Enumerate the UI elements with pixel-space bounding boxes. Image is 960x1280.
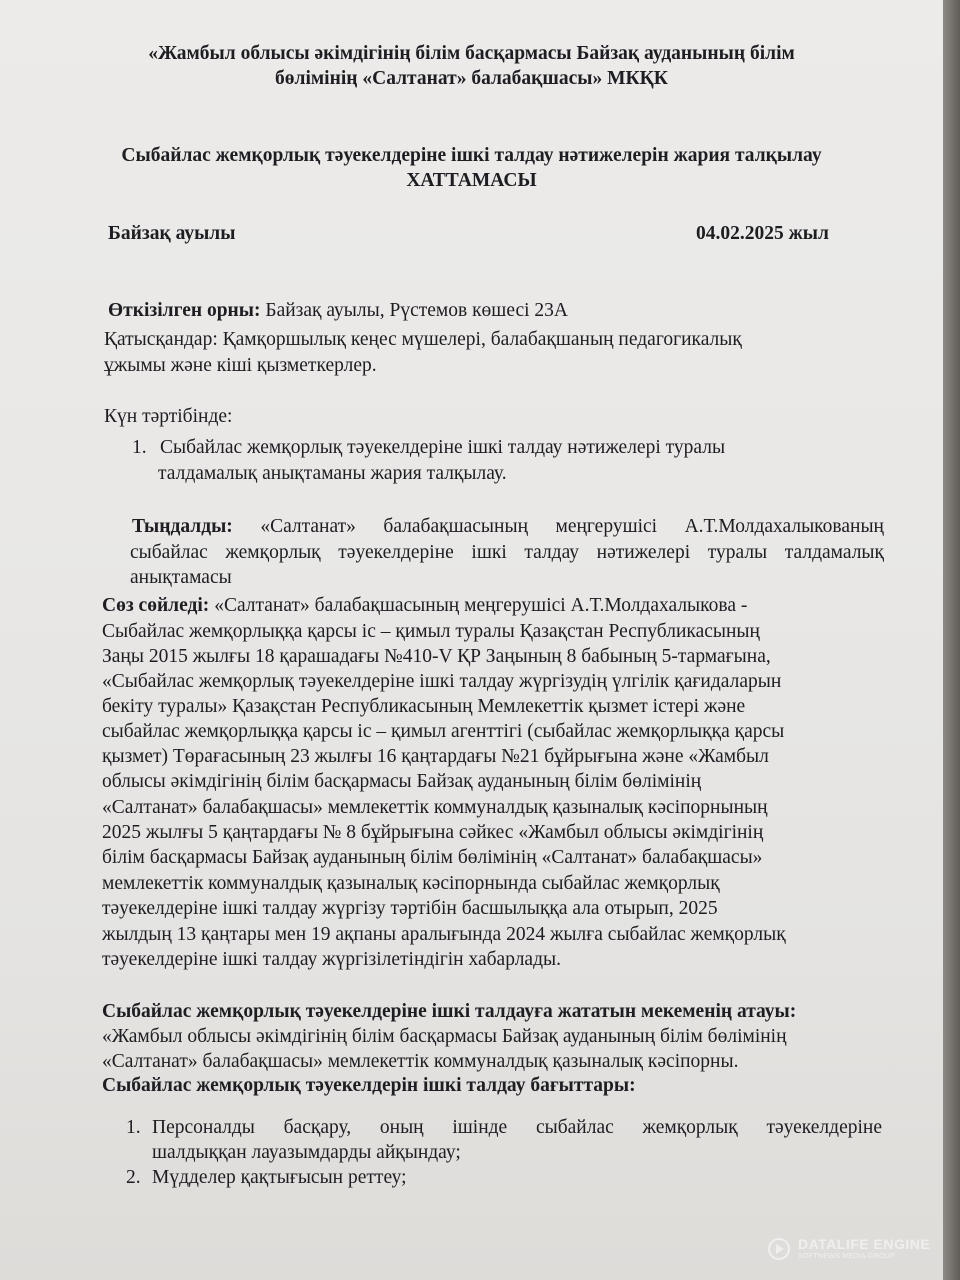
direction-item-number: 1. <box>126 1117 141 1138</box>
venue-value: Байзақ ауылы, Рүстемов көшесі 23А <box>260 300 568 321</box>
speech-line: қызмет) Төрағасының 23 жылғы 16 қаңтардағы №21 бұйрығына және «Жамбыл <box>102 746 769 767</box>
venue <box>108 299 568 323</box>
venue-label: Өткізілген орны: <box>108 300 261 321</box>
speech-line: тәуекелдеріне ішкі талдау жүргізу тәртібін басшылыққа ала отырып, 2025 <box>102 898 718 919</box>
date: 04.02.2025 жыл <box>696 223 829 244</box>
agenda-item-number: 1. <box>132 437 147 458</box>
directions-heading: Сыбайлас жемқорлық тәуекелдерін ішкі талдау бағыттары: <box>102 1075 636 1096</box>
agenda-item-line-2: талдамалық анықтаманы жария талқылау. <box>158 463 507 484</box>
place: Байзақ ауылы <box>108 223 236 244</box>
title-line-1: Сыбайлас жемқорлық тәуекелдеріне ішкі талдау нәтижелерін жария талқылау <box>121 145 822 166</box>
heard-line-2: сыбайлас жемқорлық тәуекелдеріне ішкі талдау нәтижелері туралы талдамалық <box>130 542 884 563</box>
speech-line: «Сыбайлас жемқорлық тәуекелдеріне ішкі талдау жүргізудің үлгілік қағидаларын <box>102 671 782 692</box>
play-circle-icon <box>768 1238 790 1260</box>
header-line-1: «Жамбыл облысы әкімдігінің білім басқармасы Байзақ ауданының білім <box>148 43 795 64</box>
speech-line: жылдың 13 қаңтары мен 19 ақпаны аралығында 2024 жылға сыбайлас жемқорлық <box>102 924 786 945</box>
speech-line: мемлекеттік коммуналдық қазыналық кәсіпорнында сыбайлас жемқорлық <box>102 873 720 894</box>
speech-line: білім басқармасы Байзақ ауданының білім бөлімінің «Салтанат» балабақшасы» <box>102 847 763 868</box>
participants-line-1: Қатысқандар: Қамқоршылық кеңес мүшелері, балабақшаның педагогикалық <box>104 329 742 350</box>
direction-item-2: Мүдделер қақтығысын реттеу; <box>152 1167 407 1188</box>
participants-line-2: ұжымы және кіші қызметкерлер. <box>104 355 377 376</box>
speech-line: Сыбайлас жемқорлыққа қарсы іс – қимыл туралы Қазақстан Республикасының <box>102 621 760 642</box>
speech-line: облысы әкімдігінің білім басқармасы Байзақ ауданының білім бөлімінің <box>102 771 702 792</box>
header-line-2: бөлімінің «Салтанат» балабақшасы» МКҚК <box>275 68 668 89</box>
paper-edge-background <box>943 0 960 1280</box>
agenda-item-line-1: Сыбайлас жемқорлық тәуекелдеріне ішкі талдау нәтижелері туралы <box>160 437 726 458</box>
speech-line: тәуекелдеріне ішкі талдау жүргізілетіндігін хабарлады. <box>102 949 561 970</box>
speech-line-1: Сөз сөйледі: «Салтанат» балабақшасының меңгерушісі А.Т.Молдахалыкова - <box>102 595 748 616</box>
direction-item-number: 2. <box>126 1167 141 1188</box>
watermark-sub: SOFTNEWS MEDIA GROUP <box>798 1253 896 1260</box>
speech-line: 2025 жылғы 5 қаңтардағы № 8 бұйрығына сәйкес «Жамбыл облысы әкімдігінің <box>102 822 764 843</box>
speech-line: бекіту туралы» Қазақстан Республикасының Мемлекеттік қызмет істері және <box>102 696 746 717</box>
direction-item-line-1: Персоналды басқару, оның ішінде сыбайлас жемқорлық тәуекелдеріне <box>152 1117 882 1138</box>
heard-line-1: Тыңдалды: «Салтанат» балабақшасының меңгерушісі А.Т.Молдахалыкованың <box>132 516 884 537</box>
speech-line: сыбайлас жемқорлыққа қарсы іс – қимыл агенттігі (сыбайлас жемқорлыққа қарсы <box>102 721 785 742</box>
speech-line: «Салтанат» балабақшасы» мемлекеттік коммуналдық қазыналық кәсіпорнының <box>102 797 768 818</box>
speech-label: Сөз сөйледі: <box>102 595 210 616</box>
watermark <box>768 1236 943 1264</box>
watermark-name: DATALIFE ENGINE <box>798 1236 931 1252</box>
heard-line-3: анықтамасы <box>130 567 232 588</box>
title-line-2: ХАТТАМАСЫ <box>406 170 537 191</box>
direction-item-line-2: шалдыққан лауазымдарды айқындау; <box>152 1142 461 1163</box>
speech-line: Заңы 2015 жылғы 18 қарашадағы №410-V ҚР Заңының 8 бабының 5-тармағына, <box>102 646 771 667</box>
agenda-heading: Күн тәртібінде: <box>104 406 233 427</box>
org-line-1: «Жамбыл облысы әкімдігінің білім басқармасы Байзақ ауданының білім бөлімінің <box>102 1026 787 1047</box>
heard-label: Тыңдалды: <box>132 516 233 537</box>
org-line-2: «Салтанат» балабақшасы» мемлекеттік коммуналдық қазыналық кәсіпорны. <box>102 1051 739 1072</box>
org-heading: Сыбайлас жемқорлық тәуекелдеріне ішкі талдауға жататын мекеменің атауы: <box>102 1001 797 1022</box>
